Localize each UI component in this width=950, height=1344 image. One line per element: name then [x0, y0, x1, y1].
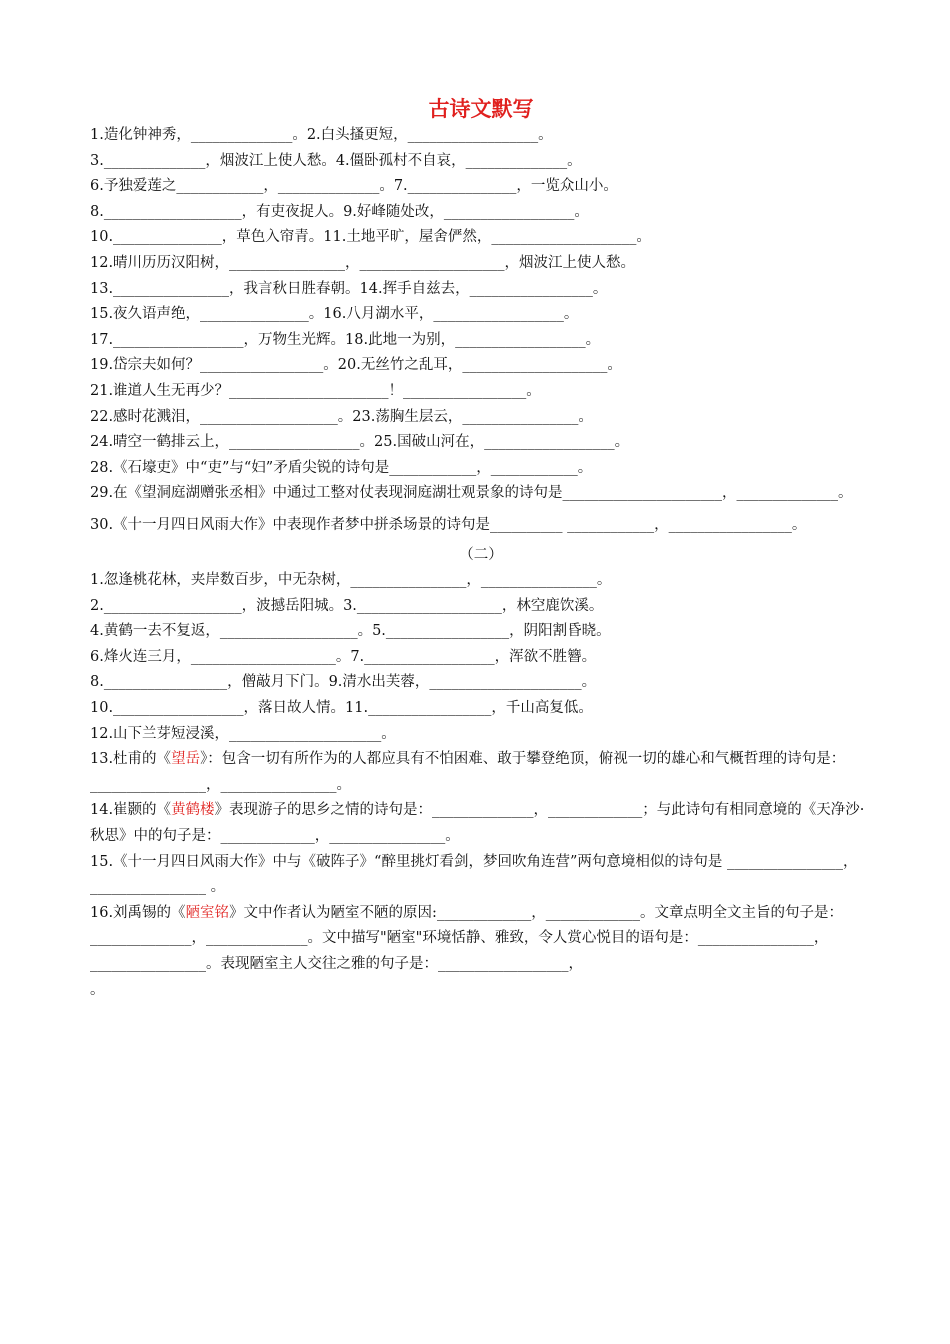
- question-line: 4.黄鹤一去不复返，___________________。5._________________，阴阳割昏晓。: [90, 623, 611, 640]
- question-line: 24.晴空一鹤排云上，__________________。25.国破山河在，__________________。: [90, 434, 630, 451]
- question-line: 10._______________，草色入帘青。11.土地平旷，屋舍俨然，____________________。: [90, 229, 651, 246]
- poem-title-highlight: 望岳: [171, 751, 201, 768]
- question-line: 22.感时花溅泪，___________________。23.荡胸生层云，________________。: [90, 408, 593, 425]
- question-line: 30.《十一月四日风雨大作》中表现作者梦中拼杀场景的诗句是__________ ____________，_________________。: [90, 516, 807, 533]
- question-line: 6.烽火连三月，____________________。7.__________________，浑欲不胜簪。: [90, 648, 597, 665]
- question-text: 》：包含一切有所作为的人都应具有不怕困难、敢于攀登绝顶，俯视一切的雄心和气概哲理的诗句是：________________，________________。: [90, 751, 846, 793]
- question-line: 6.予独爱莲之____________，______________。7._______________，一览众山小。: [90, 178, 618, 195]
- section-two: [90, 568, 872, 1003]
- question-text: 14.崔颢的《: [90, 802, 172, 819]
- question-13: [90, 747, 872, 798]
- section-subtitle: （二）: [459, 546, 503, 563]
- question-line: 8.___________________，有吏夜捉人。9.好峰随处改，__________________。: [90, 203, 589, 220]
- question-line: 13.________________，我言秋日胜春朝。14.挥手自兹去，_________________。: [90, 280, 608, 297]
- question-line: 19.岱宗夫如何？_________________。20.无丝竹之乱耳，____________________。: [90, 357, 622, 374]
- question-line: 12.山下兰芽短浸溪，_____________________。: [90, 725, 396, 742]
- question-text: 》表现游子的思乡之情的诗句是：______________，_____________；与此诗句有相同意境的《天净沙·秋思》中的句子是：_____________，________________。: [90, 802, 865, 845]
- question-line: 8._________________，僧敲月下门。9.清水出芙蓉，_____________________。: [90, 674, 597, 691]
- poem-title-highlight: 黄鹤楼: [171, 802, 215, 819]
- question-line: 3.______________，烟波江上使人愁。4.僵卧孤村不自哀，______________。: [90, 152, 582, 169]
- question-line: 1.忽逢桃花林，夹岸数百步，中无杂树，________________，________________。: [90, 572, 612, 589]
- question-line: 2.___________________，波撼岳阳城。3.____________________，林空鹿饮溪。: [90, 597, 604, 614]
- question-text: 16.刘禹锡的《: [90, 904, 186, 921]
- question-line: 1.造化钟神秀，______________。2.白头搔更短，__________________。: [90, 127, 553, 143]
- question-14: [90, 798, 872, 849]
- question-line: 29.在《望洞庭湖赠张丞相》中通过工整对仗表现洞庭湖壮观景象的诗句是______________________，______________。: [90, 485, 853, 502]
- question-line: 28.《石壕吏》中“吏”与“妇”矛盾尖锐的诗句是____________，____________。: [90, 459, 593, 476]
- trailing-period: 。: [90, 981, 105, 998]
- question-line: 12.晴川历历汉阳树，________________，____________________，烟波江上使人愁。: [90, 254, 636, 271]
- page-title: 古诗文默写: [428, 96, 534, 121]
- section-one: [90, 123, 872, 539]
- question-line: 10.__________________，落日故人情。11._________________，千山高复低。: [90, 700, 593, 717]
- poem-title-highlight: 陋室铭: [185, 904, 230, 921]
- question-15: 15.《十一月四日风雨大作》中与《破阵子》“醉里挑灯看剑，梦回吹角连营”两句意境相似的诗句是 ________________，________________ 。: [90, 853, 858, 896]
- question-line: 21.谁道人生无再少？______________________！_________________。: [90, 382, 541, 399]
- question-line: 17.__________________，万物生光辉。18.此地一为别，__________________。: [90, 331, 601, 348]
- question-text: 13.杜甫的《: [90, 751, 172, 768]
- question-text: 》文中作者认为陋室不陋的原因:_____________，_____________。文章点明全文主旨的句子是：______________，______________。文中描写"陋室"环境恬静、雅致，令人赏心悦目的语句是：________________，________________。表现陋室主人交往之雅的句子是：__________________，: [90, 904, 843, 972]
- question-line: 15.夜久语声绝，_______________。16.八月湖水平，__________________。: [90, 306, 579, 323]
- question-16: [90, 901, 872, 978]
